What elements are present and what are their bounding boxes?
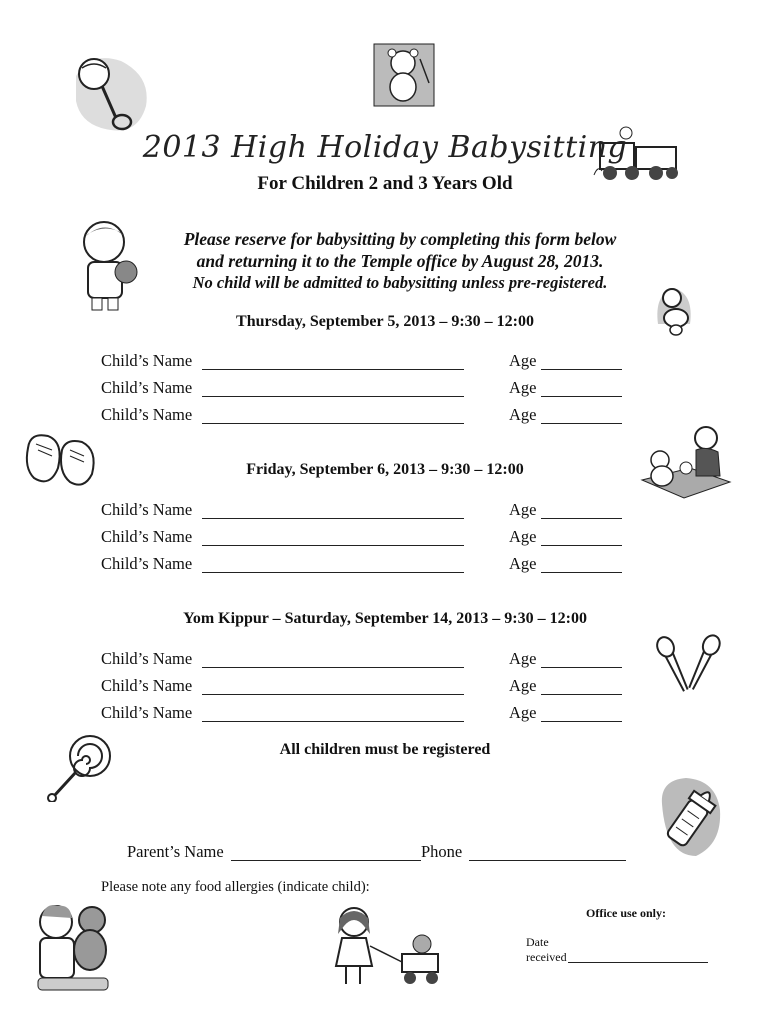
child-name-label: Child’s Name — [101, 500, 193, 519]
child-name-label: Child’s Name — [101, 554, 193, 573]
safety-pins-icon — [654, 633, 722, 697]
child-name-label: Child’s Name — [101, 703, 193, 722]
age-label: Age — [509, 676, 537, 695]
child-name-field[interactable] — [202, 545, 464, 546]
age-field[interactable] — [541, 423, 622, 424]
age-field[interactable] — [541, 545, 622, 546]
age-field[interactable] — [541, 369, 622, 370]
age-field[interactable] — [541, 396, 622, 397]
session-heading-friday: Friday, September 6, 2013 – 9:30 – 12:00 — [246, 461, 524, 478]
parent-name-field[interactable] — [231, 860, 421, 861]
phone-label: Phone — [421, 842, 463, 861]
girl-with-wagon-icon — [330, 904, 446, 990]
child-name-field[interactable] — [202, 423, 464, 424]
age-field[interactable] — [541, 694, 622, 695]
age-field[interactable] — [541, 572, 622, 573]
child-name-field[interactable] — [202, 396, 464, 397]
session-heading-yom-kippur: Yom Kippur – Saturday, September 14, 2013 – 9:30 – 12:00 — [183, 610, 587, 627]
pacifier-icon — [654, 284, 694, 340]
child-name-field[interactable] — [202, 667, 464, 668]
phone-field[interactable] — [469, 860, 626, 861]
baby-bottle-icon — [656, 774, 726, 860]
child-name-label: Child’s Name — [101, 405, 193, 424]
age-label: Age — [509, 351, 537, 370]
child-name-label: Child’s Name — [101, 527, 193, 546]
child-name-label: Child’s Name — [101, 351, 193, 370]
child-name-field[interactable] — [202, 518, 464, 519]
form-title: 2013 High Holiday Babysitting — [142, 130, 628, 165]
date-label-line-1: Date — [526, 935, 549, 949]
age-label: Age — [509, 554, 537, 573]
age-label: Age — [509, 703, 537, 722]
teddy-bear-icon — [373, 43, 435, 107]
child-name-field[interactable] — [202, 694, 464, 695]
rattle-icon — [66, 46, 156, 138]
age-field[interactable] — [541, 518, 622, 519]
allergies-label: Please note any food allergies (indicate child): — [101, 879, 370, 895]
child-hugging-bear-icon — [30, 898, 116, 994]
child-name-label: Child’s Name — [101, 676, 193, 695]
boy-with-bear-icon — [70, 218, 146, 312]
age-label: Age — [509, 649, 537, 668]
age-label: Age — [509, 405, 537, 424]
age-label: Age — [509, 378, 537, 397]
child-name-field[interactable] — [202, 369, 464, 370]
date-label-line-2: received — [526, 950, 567, 964]
date-received-field[interactable] — [568, 962, 708, 963]
age-label: Age — [509, 527, 537, 546]
age-field[interactable] — [541, 721, 622, 722]
baby-shoes-icon — [22, 428, 102, 492]
child-name-field[interactable] — [202, 572, 464, 573]
child-name-field[interactable] — [202, 721, 464, 722]
instructions-line-2: and returning it to the Temple office by August 28, 2013. — [196, 251, 604, 271]
age-label: Age — [509, 500, 537, 519]
registration-note: All children must be registered — [279, 741, 491, 758]
age-field[interactable] — [541, 667, 622, 668]
parent-name-label: Parent’s Name — [127, 842, 224, 861]
form-subtitle: For Children 2 and 3 Years Old — [257, 173, 513, 194]
child-name-label: Child’s Name — [101, 649, 193, 668]
session-heading-thursday: Thursday, September 5, 2013 – 9:30 – 12:00 — [236, 313, 534, 330]
instructions-line-3: No child will be admitted to babysitting unless pre-registered. — [192, 273, 608, 292]
child-name-label: Child’s Name — [101, 378, 193, 397]
date-received-label — [526, 935, 567, 965]
instructions-line-1: Please reserve for babysitting by completing this form below — [183, 229, 617, 249]
office-use-heading: Office use only: — [586, 906, 666, 920]
